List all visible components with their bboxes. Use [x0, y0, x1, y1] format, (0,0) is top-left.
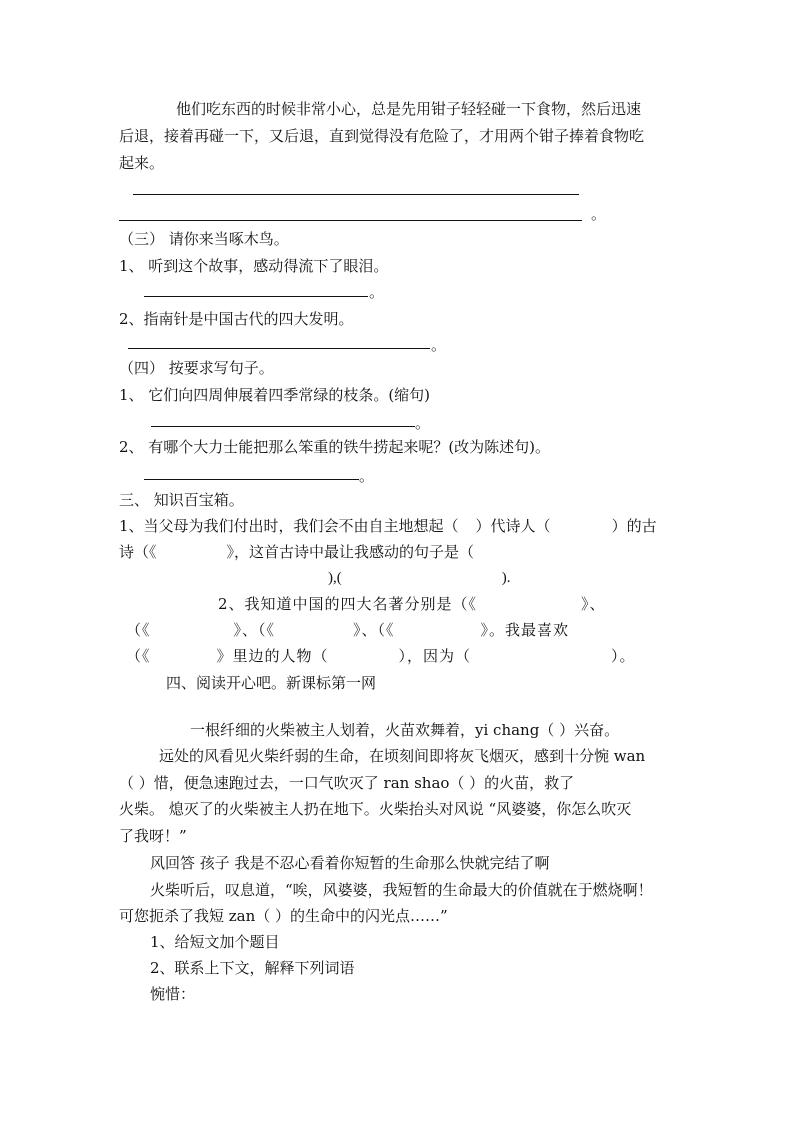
knowledge-q1-text-a: 1、当父母为我们付出时，我们会不由自主地想起（ [119, 517, 459, 535]
knowledge-q2-text-b: 》、 [581, 595, 606, 613]
knowledge-q1-text-c: ）的古 [611, 517, 657, 535]
reading-paragraph-2-line-1: 远处的风看见火柴纤弱的生命，在顷刻间即将灰飞烟灭，感到十分惋 wan [159, 747, 646, 765]
reading-question-2: 2、联系上下文，解释下列词语 [150, 959, 355, 977]
knowledge-q1-text-e: 》，这首古诗中最让我感动的句子是（ [226, 543, 475, 561]
knowledge-q1-line-1 [119, 516, 657, 536]
rewrite-end-2: 。 [359, 467, 375, 485]
passage-line-1: 他们吃东西的时候非常小心，总是先用钳子轻轻碰一下食物，然后迅速 [176, 100, 642, 118]
knowledge-q2-line-2 [126, 620, 569, 640]
knowledge-q1-text-b: ）代诗人（ [475, 517, 551, 535]
knowledge-q2-text-c: （《 [126, 621, 151, 639]
rewrite-answer-line-1[interactable] [151, 426, 415, 427]
knowledge-q2-text-g: （《 [126, 647, 151, 665]
passage-line-2: 后退，接着再碰一下，又后退，直到觉得没有危险了，才用两个钳子捧着食物吃 [119, 127, 645, 145]
woodpecker-end-2: 。 [431, 336, 447, 354]
knowledge-q1-text-g: ). [501, 570, 511, 586]
reading-paragraph-3: 风回答 孩子 我是不忍心看着你短暂的生命那么快就完结了啊 [150, 854, 550, 872]
reading-paragraph-4-line-1: 火柴听后，叹息道，“唉，风婆婆，我短暂的生命最大的价值就在于燃烧啊！ [150, 881, 653, 899]
woodpecker-question-1: 1、 听到这个故事，感动得流下了眼泪。 [119, 257, 389, 275]
reading-paragraph-1: 一根纤细的火柴被主人划着，火苗欢舞着，yi chang（ ）兴奋。 [190, 721, 620, 739]
reading-question-1: 1、给短文加个题目 [150, 933, 280, 951]
answer-line-1[interactable] [133, 194, 579, 195]
knowledge-q1-line-3 [328, 568, 511, 588]
knowledge-q2-text-j: ）。 [611, 647, 636, 665]
knowledge-q1-text-f: ),( [328, 570, 342, 586]
reading-term-waxi: 惋惜： [150, 985, 196, 1003]
knowledge-q2-line-1 [218, 594, 606, 614]
reading-paragraph-2-line-3: 火柴。 熄灭了的火柴被主人扔在地下。火柴抬头对风说 “风婆婆，你怎么吹灭 [119, 800, 632, 818]
woodpecker-question-2: 2、指南针是中国古代的四大发明。 [119, 310, 354, 328]
rewrite-answer-line-2[interactable] [144, 479, 359, 480]
answer-end-mark: 。 [591, 205, 607, 223]
section-rewrite-heading: （四） 按要求写句子。 [119, 359, 274, 377]
knowledge-heading: 三、 知识百宝箱。 [119, 491, 244, 509]
knowledge-q2-text-e: 》、（《 [353, 621, 395, 639]
knowledge-q2-text-f: 》。我最喜欢 [480, 621, 570, 639]
woodpecker-end-1: 。 [369, 283, 385, 301]
knowledge-q2-text-i: ），因为（ [398, 647, 472, 665]
rewrite-question-1: 1、 它们向四周伸展着四季常绿的枝条。(缩句) [119, 386, 431, 404]
answer-line-2[interactable] [119, 220, 582, 221]
rewrite-question-2: 2、 有哪个大力士能把那么笨重的铁牛捞起来呢？(改为陈述句)。 [119, 438, 551, 456]
woodpecker-answer-line-2[interactable] [128, 348, 430, 349]
reading-paragraph-2-line-2: （ ）惜，便急速跑过去，一口气吹灭了 ran shao（ ）的火苗，救了 [119, 774, 575, 792]
knowledge-q1-text-d: 诗（《 [119, 543, 157, 561]
knowledge-q1-line-2 [119, 542, 474, 562]
knowledge-q2-text-d: 》、（《 [233, 621, 276, 639]
passage-line-3: 起来。 [119, 154, 165, 172]
rewrite-end-1: 。 [415, 414, 431, 432]
woodpecker-answer-line-1[interactable] [144, 296, 368, 297]
knowledge-q2-line-3 [126, 646, 636, 666]
reading-paragraph-2-line-4: 了我呀！” [119, 827, 187, 845]
knowledge-q2-text-a: 2、我知道中国的四大名著分别是（《 [218, 595, 478, 613]
reading-heading: 四、阅读开心吧。新课标第一网 [166, 674, 377, 692]
reading-paragraph-4-line-2: 可您扼杀了我短 zan（ ）的生命中的闪光点……” [119, 907, 448, 925]
knowledge-q2-text-h: 》里边的人物（ [216, 647, 329, 665]
section-woodpecker-heading: （三） 请你来当啄木鸟。 [119, 230, 289, 248]
